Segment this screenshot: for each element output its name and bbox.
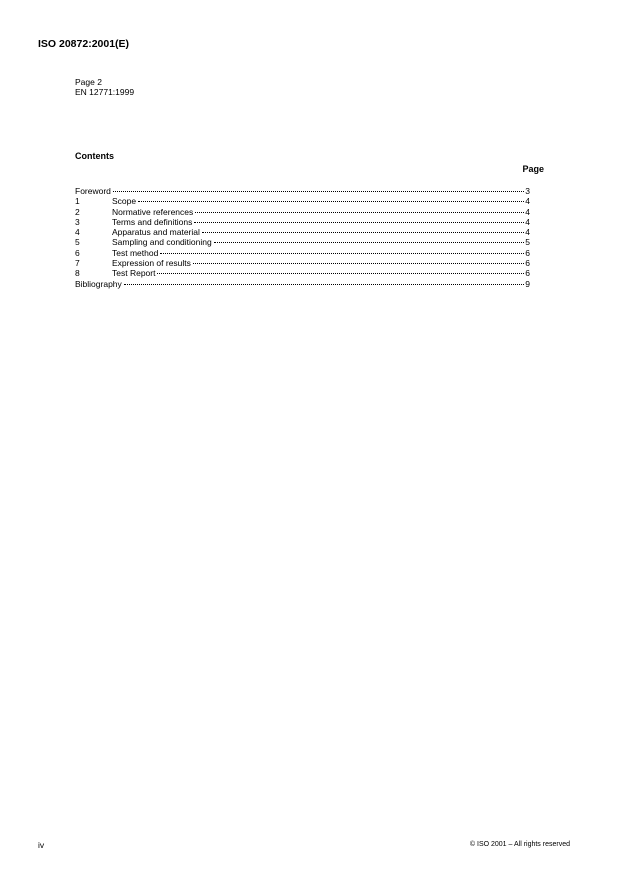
toc-entry-terms-and-definitions[interactable]	[75, 217, 530, 227]
toc-entry-label: Sampling and conditioning	[112, 237, 212, 248]
toc-entry-number: 4	[75, 227, 80, 238]
toc-leader-dots	[157, 273, 524, 274]
toc-entry-label: Apparatus and material	[112, 227, 200, 238]
toc-entry-number: 8	[75, 268, 80, 279]
toc-entry-scope[interactable]	[75, 196, 530, 206]
toc-entry-page: 3	[525, 186, 530, 196]
toc-entry-number: 3	[75, 216, 80, 227]
toc-entry-page: 5	[525, 237, 530, 248]
toc-entry-label: Terms and definitions	[112, 216, 193, 227]
toc-entry-apparatus-and-material[interactable]	[75, 227, 530, 237]
toc-leader-dots	[138, 201, 524, 202]
toc-entry-label: Foreword	[75, 186, 111, 196]
reference-block	[75, 77, 134, 97]
toc-entry-number: 2	[75, 206, 80, 217]
toc-entry-number: 5	[75, 237, 80, 248]
footer-page-number: iv	[38, 840, 45, 850]
toc-entry-test-method[interactable]	[75, 248, 530, 258]
toc-entry-page: 4	[525, 216, 530, 227]
toc-entry-label: Bibliography	[75, 278, 122, 289]
reference-standard: EN 12771:1999	[75, 87, 135, 97]
page-column-label: Page	[522, 164, 544, 174]
toc-entry-bibliography[interactable]	[75, 279, 530, 289]
toc-leader-dots	[113, 191, 524, 192]
toc-leader-dots	[160, 253, 524, 254]
toc-entry-page: 4	[525, 206, 530, 217]
document-id: ISO 20872:2001(E)	[38, 38, 130, 50]
footer-copyright: © ISO 2001 – All rights reserved	[469, 841, 570, 848]
contents-title: Contents	[75, 151, 114, 161]
toc-entry-label: Expression of results	[112, 258, 191, 269]
toc-entry-number: 7	[75, 258, 80, 269]
toc-entry-number: 6	[75, 247, 80, 258]
toc-entry-label: Test method	[112, 247, 159, 258]
toc-entry-page: 4	[525, 227, 530, 238]
toc-entry-label: Test Report	[112, 268, 156, 279]
toc-leader-dots	[214, 242, 525, 243]
toc-entry-sampling-and-conditioning[interactable]	[75, 237, 530, 247]
toc-entry-foreword[interactable]	[75, 186, 530, 196]
toc-entry-number: 1	[75, 196, 80, 207]
toc-entry-expression-of-results[interactable]	[75, 258, 530, 268]
toc-entry-page: 9	[525, 278, 530, 289]
toc-entry-page: 6	[525, 258, 530, 269]
toc-entry-test-report[interactable]	[75, 268, 530, 278]
toc-entry-page: 4	[525, 196, 530, 207]
reference-page: Page 2	[75, 77, 102, 87]
toc-entry-page: 6	[525, 247, 530, 258]
toc-entry-label: Scope	[112, 196, 137, 207]
toc-entry-label: Normative references	[112, 206, 194, 217]
toc-entry-page: 6	[525, 268, 530, 279]
toc-leader-dots	[195, 212, 524, 213]
toc-leader-dots	[193, 263, 524, 264]
toc-leader-dots	[194, 222, 524, 223]
toc-leader-dots	[202, 232, 524, 233]
toc-entry-normative-references[interactable]	[75, 207, 530, 217]
toc-leader-dots	[124, 284, 524, 285]
table-of-contents	[75, 186, 530, 289]
